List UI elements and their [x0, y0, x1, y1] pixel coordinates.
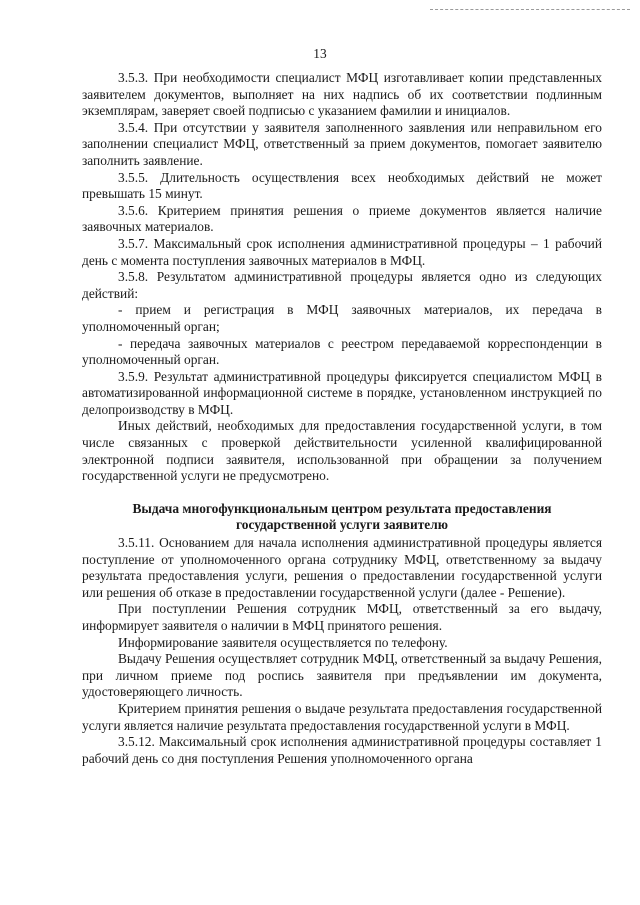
paragraph-3-5-11: 3.5.11. Основанием для начала исполнения административной процедуры является поступление от уполномоченного органа сотруднику МФЦ, ответственному за выдачу результата предоставления услуги, решения о предоставлении государственной услуги или решения об отказе в предоставлении государственной услуги (далее - Решение).: [82, 535, 602, 600]
paragraph-issue: Выдачу Решения осуществляет сотрудник МФЦ, ответственный за выдачу Решения, при личном приеме под роспись заявителя при предъявлении им документа, удостоверяющего личность.: [82, 651, 602, 700]
page-top-rule: [430, 9, 630, 10]
page-number: 13: [313, 46, 327, 61]
section-heading-line2: государственной услуги заявителю: [236, 517, 448, 533]
list-item-reception: - прием и регистрация в МФЦ заявочных материалов, их передача в уполномоченный орган;: [82, 302, 602, 334]
paragraph-3-5-5: 3.5.5. Длительность осуществления всех необходимых действий не может превышать 15 минут.: [82, 169, 602, 202]
paragraph-3-5-7: 3.5.7. Максимальный срок исполнения административной процедуры – 1 рабочий день с момента поступления заявочных материалов в МФЦ.: [82, 235, 602, 268]
paragraph-3-5-3: 3.5.3. При необходимости специалист МФЦ изготавливает копии представленных заявителем документов, выполняет на них надпись об их соответствии подлинным экземплярам, заверяет своей подписью с указанием фамилии и инициалов.: [82, 70, 602, 119]
paragraph-3-5-6: 3.5.6. Критерием принятия решения о приеме документов является наличие заявочных материалов.: [82, 202, 602, 235]
paragraph-3-5-8: 3.5.8. Результатом административной процедуры является одно из следующих действий:: [82, 269, 602, 301]
list-item-transfer: - передача заявочных материалов с реестром передаваемой корреспонденции в уполномоченный орган.: [82, 335, 602, 368]
section-heading-line1: Выдача многофункциональным центром результата предоставления: [132, 500, 552, 516]
paragraph-3-5-4: 3.5.4. При отсутствии у заявителя заполненного заявления или неправильном его заполнении специалист МФЦ, ответственный за прием документов, помогает заявителю заполнить заявление.: [82, 119, 602, 168]
document-body: [82, 70, 602, 767]
paragraph-3-5-9: 3.5.9. Результат административной процедуры фиксируется специалистом МФЦ в автоматизированной информационной системе в порядке, установленном инструкцией по делопроизводству в МФЦ.: [82, 368, 602, 417]
section-heading: [82, 501, 602, 534]
paragraph-phone: Информирование заявителя осуществляется по телефону.: [118, 634, 448, 650]
paragraph-other-actions: Иных действий, необходимых для предоставления государственной услуги, в том числе связанных с проверкой действительности усиленной квалифицированной электронной подписи заявителя, использованной при обращении за получением государственной услуги не предусмотрено.: [82, 418, 602, 484]
paragraph-3-5-12: 3.5.12. Максимальный срок исполнения административной процедуры составляет 1 рабочий день со дня поступления Решения уполномоченного органа: [82, 734, 602, 766]
paragraph-criterion: Критерием принятия решения о выдаче результата предоставления государственной услуги является наличие результата предоставления государственной услуги в МФЦ.: [82, 700, 602, 733]
paragraph-notify: При поступлении Решения сотрудник МФЦ, ответственный за его выдачу, информирует заявителя о наличии в МФЦ принятого решения.: [82, 601, 602, 633]
